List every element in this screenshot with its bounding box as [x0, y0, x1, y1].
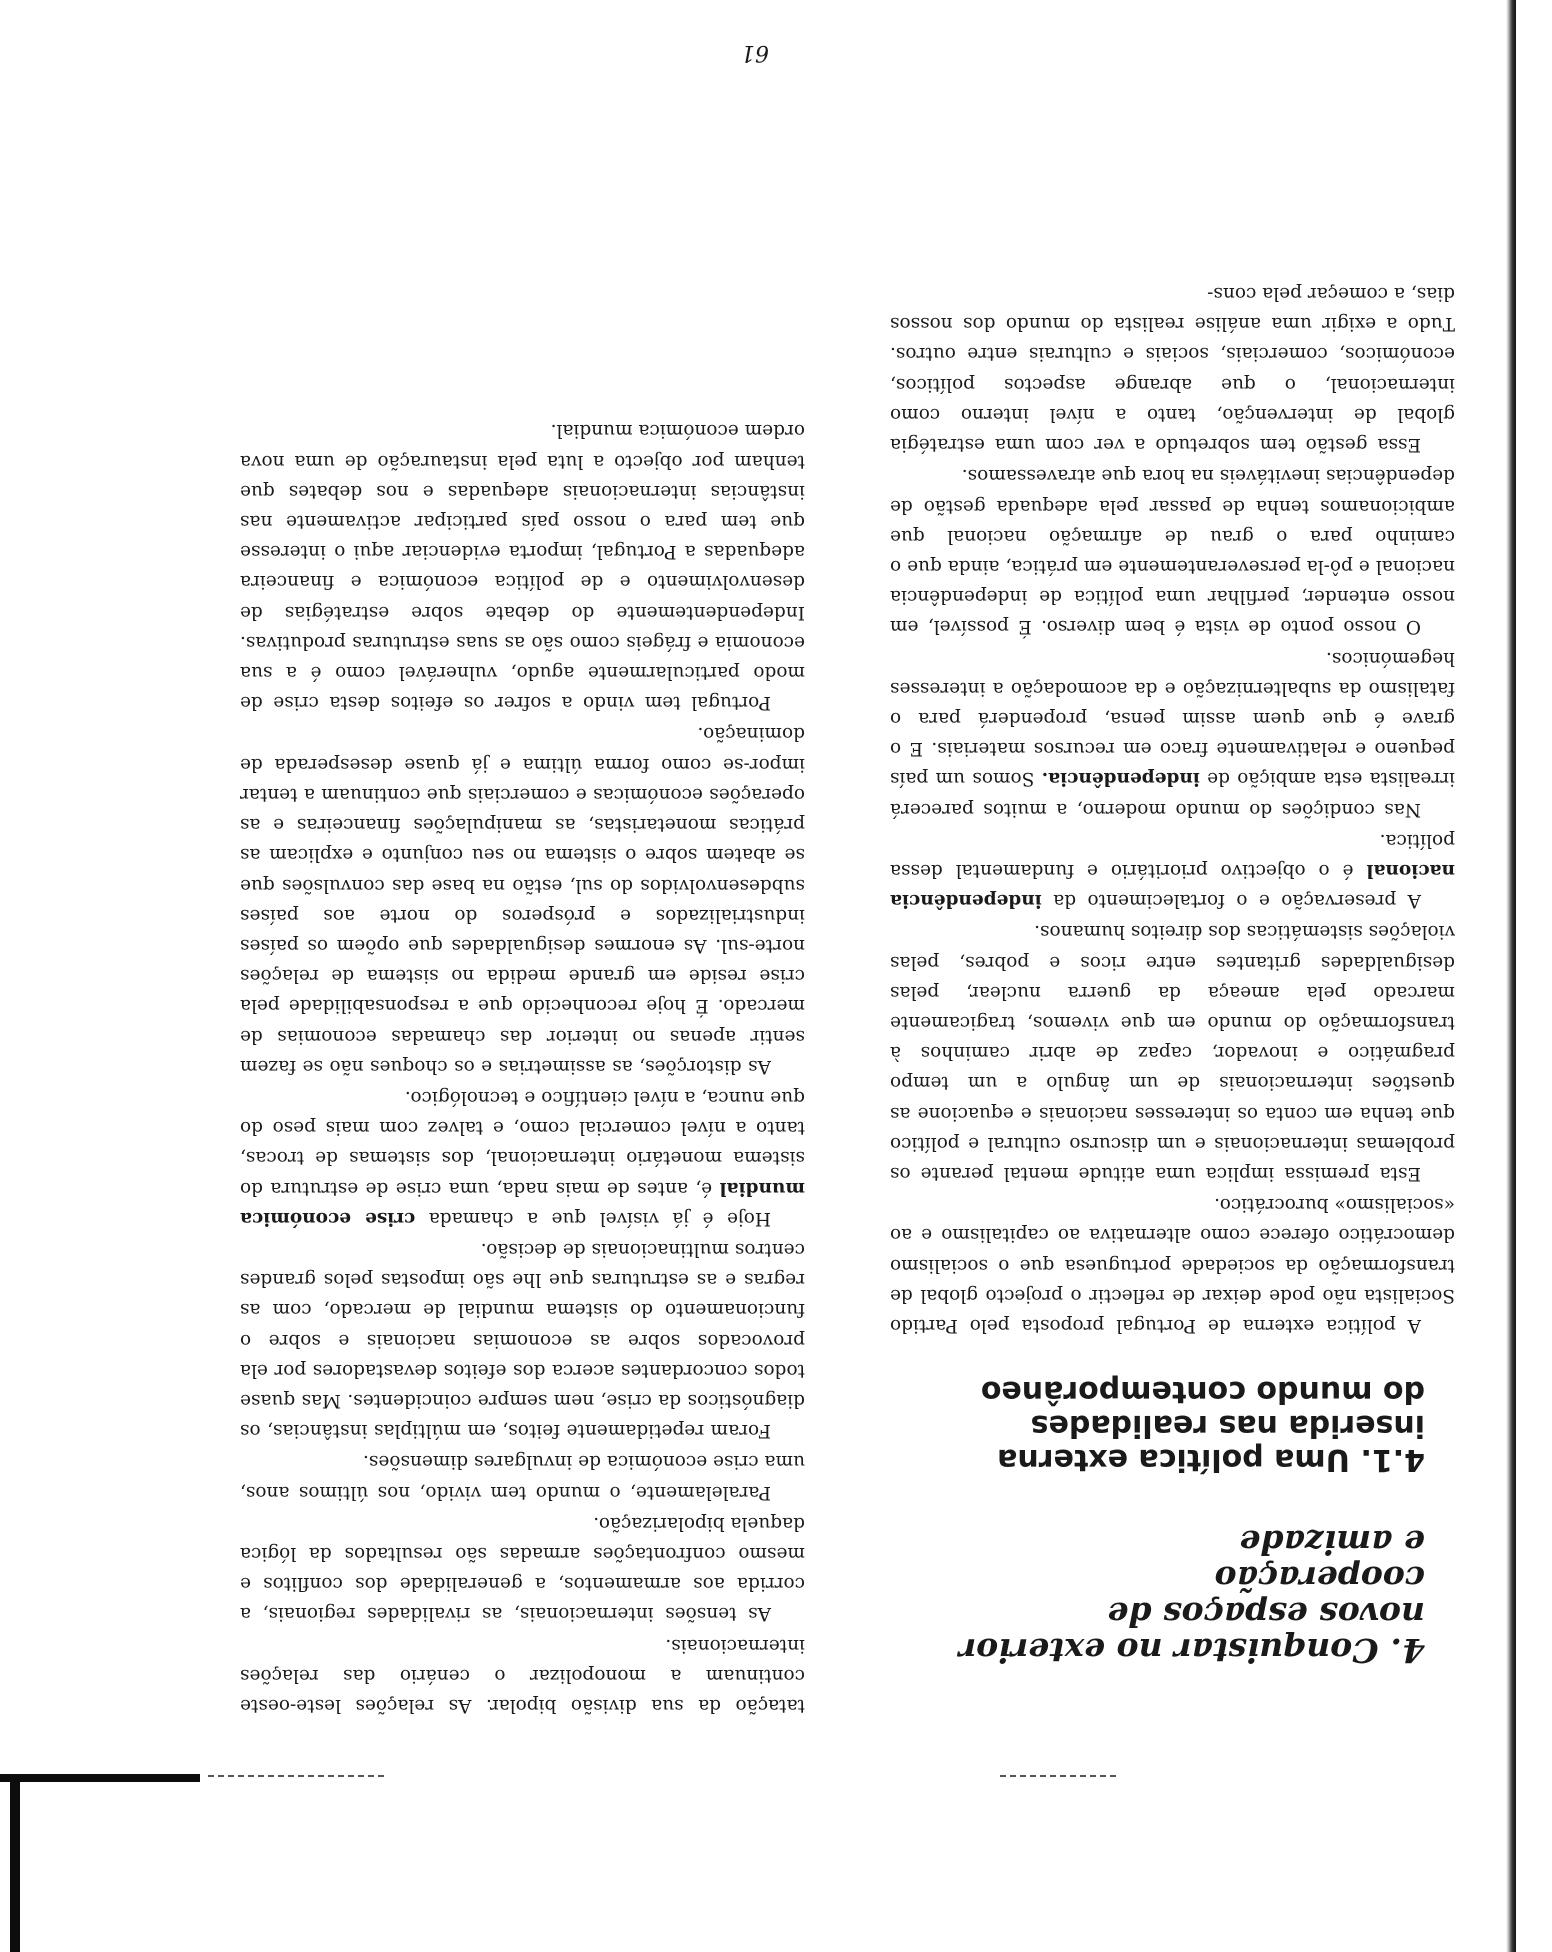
- paragraph: [240, 1082, 805, 1233]
- column-left: [890, 278, 1455, 1720]
- paragraph: tatação da sua divisão bipolar. As relações leste-oeste continuam a monopolizar o cenário das relações internacionais.: [240, 1634, 805, 1716]
- section-heading: [890, 1374, 1425, 1476]
- scan-margin: [1516, 0, 1552, 1952]
- paragraph: O nosso ponto de vista é bem diverso. É possível, em nosso entender, perfilhar uma política de independência nacional e pô-la perseverantemente em prática, ainda que o caminho para o grau de afirmação nacional que ambicionamos tenha de passar pela adequada gestão de dependências inevitáveis na hora que atravessamos.: [890, 465, 1455, 638]
- bold-term: independência nacional: [890, 859, 1455, 912]
- chapter-heading: [890, 1524, 1425, 1668]
- scan-corner-bar: [0, 1774, 200, 1782]
- text-run: Somos um país pequeno e relativamente fraco em recursos materiais. E o grave é que quem assim pensa, propenderá para o fatalismo da subalternização e da acomodação a interesses hegemónicos.: [890, 647, 1455, 790]
- section-title-line: do mundo contemporâneo: [980, 1374, 1425, 1409]
- section-number: 4.1.: [1360, 1442, 1425, 1477]
- paragraph: Esta premissa implica uma atitude mental perante os problemas internacionais e um discurso cultural e político que tenha em conta os interesses nacionais e equacione as questões internacionais de um ângulo a um tempo pragmático e inovador, capaz de abrir caminhos à transformação do mundo em que vivemos, tragicamente marcado pela ameaça da guerra nuclear, pelas desigualdades gritantes entre ricos e pobres, pelas violações sistemáticas dos direitos humanos.: [890, 921, 1455, 1184]
- paragraph: As tensões internacionais, as rivalidades regionais, a corrida aos armamentos, a generalidade dos conflitos e mesmo confrontações armadas são resultados da lógica daquela bipolarização.: [240, 1512, 805, 1625]
- paragraph: Foram repetidamente feitos, em múltiplas instâncias, os diagnósticos da crise, nem sempre coincidentes. Mas quase todos concordantes acerca dos efeitos devastadores por ela provocados sobre as economias nacionais e sobre o funcionamento do sistema mundial de mercado, com as regras e as estruturas que lhe são impostas pelos grandes centros multinacionais de decisão.: [240, 1238, 805, 1442]
- printed-page-rotated: [55, 40, 1455, 1720]
- text-run: Hoje é já visível que a chamada: [415, 1207, 771, 1229]
- bold-term: crise económica mundial: [240, 1177, 805, 1229]
- text-run: é o objectivo prioritário e fundamental dessa política.: [890, 829, 1455, 881]
- scan-dash-line: [208, 1775, 388, 1777]
- column-right: [240, 415, 805, 1720]
- paragraph: Portugal tem vindo a sofrer os efeitos desta crise de modo particularmente agudo, vulnerável como é a sua economia e frágeis como são as suas estruturas produtivas. Independentemente do debate sobre estratégias de desenvolvimento e de política económica e financeira adequadas a Portugal, importa evidenciar aqui o interesse que tem para o nosso país participar activamente nas instâncias internacionais adequadas e nos debates que tenham por objecto a luta pela instauração de uma nova ordem económica mundial.: [240, 420, 805, 714]
- scan-corner-bar: [10, 1774, 20, 1952]
- bold-term: independência.: [1041, 768, 1200, 790]
- scan-edge-shadow: [1506, 0, 1516, 1952]
- text-run: é, antes de mais nada, uma crise de estrutura do sistema monetário internacional, dos sistemas de trocas, tanto a nível comercial como, e talvez com mais peso do que nunca, a nível científico e tecnológico.: [240, 1086, 805, 1199]
- section-title-line: Uma política externa: [997, 1442, 1350, 1477]
- chapter-title-line: e amizade: [1239, 1523, 1425, 1562]
- section-title-line: inserida nas realidades: [1030, 1408, 1425, 1443]
- page-number: 61: [741, 40, 769, 65]
- chapter-title-line: novos espaços de cooperação: [1107, 1559, 1425, 1634]
- paragraph: As distorções, as assimetrias e os choques não se fazem sentir apenas no interior das chamadas economias de mercado. É hoje reconhecido que a responsabilidade pela crise reside em grande medida no sistema de relações norte-sul. As enormes desigualdades que opõem os países industrializados e prósperos do norte aos países subdesenvolvidos do sul, estão na base das convulsões que se abatem sobre o sistema no seu conjunto e explicam as práticas monetaristas, as manipulações financeiras e as operações económicas e comerciais que continuam a tentar impor-se como forma última e já quase desesperada de dominação.: [240, 723, 805, 1077]
- paragraph: A política externa de Portugal proposta pelo Partido Socialista não pode deixar de reflectir o projecto global de transformação da sociedade portuguesa que o socialismo democrático oferece como alternativa ao capitalismo e ao «socialismo» burocrático.: [890, 1194, 1455, 1336]
- paragraph: Essa gestão tem sobretudo a ver com uma estratégia global de intervenção, tanto a nível interno como internacional, o que abrange aspectos políticos, económicos, comerciais, sociais e culturais entre outros. Tudo a exigir uma análise realista do mundo dos nossos dias, a começar pela cons-: [890, 283, 1455, 456]
- paragraph: [890, 825, 1455, 916]
- paragraph: Paralelamente, o mundo tem vivido, nos últimos anos, uma crise económica de invulgares dimensões.: [240, 1451, 805, 1503]
- chapter-number: 4.: [1390, 1631, 1425, 1670]
- chapter-title-line: Conquistar no exterior: [958, 1631, 1379, 1670]
- text-run: Nas condições do mundo moderno, a muitos parecerá irrealista esta ambição de: [890, 768, 1455, 820]
- text-run: A preservação e o fortalecimento da: [1041, 890, 1421, 912]
- paragraph: [890, 642, 1455, 823]
- scan-dash-line: [1000, 1775, 1120, 1777]
